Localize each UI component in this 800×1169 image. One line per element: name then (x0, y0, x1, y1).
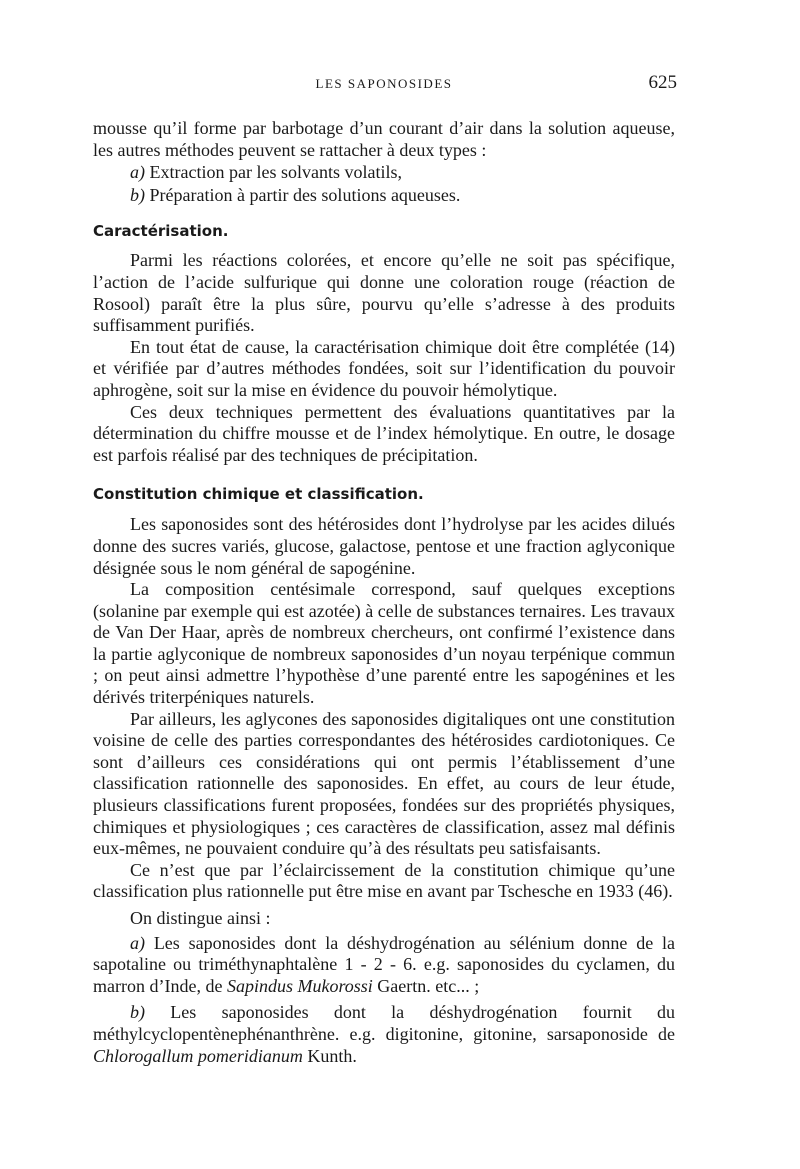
section-heading: Caractérisation. (93, 222, 229, 241)
page-number: 625 (648, 72, 677, 93)
intro-section (93, 118, 675, 206)
item-label: b) (130, 184, 145, 205)
paragraph: On distingue ainsi : (130, 908, 271, 928)
list-item (93, 1002, 675, 1067)
item-text: Les saponosides dont la déshydrogénation fournit du méthylcyclopentènephénanthrène. e.g. digitonine, gitonine, sarsaponoside de (93, 1002, 675, 1044)
paragraph: Par ailleurs, les aglycones des saponosides digitaliques ont une constitution voisine de celle des parties correspondantes des hétérosides cardiotoniques. Ce sont d’ailleurs ces considérations qui ont permis l’établissement d’une classification rationnelle des saponosides. En effet, au cours de leur étude, plusieurs classifications furent proposées, fondées sur des propriétés physiques, chimiques et physiologiques ; ces caractères de classification, assez mal définis eux-mêmes, ne pouvaient conduire qu’à des résultats peu satisfaisants. (93, 708, 675, 859)
item-text: Extraction par les solvants volatils, (149, 162, 402, 183)
running-head: LES SAPONOSIDES (315, 76, 453, 91)
item-label: a) (130, 162, 145, 183)
species-authority: Kunth. (307, 1045, 357, 1066)
intro-paragraph: mousse qu’il forme par barbotage d’un courant d’air dans la solution aqueuse, les autres méthodes peuvent se rattacher à deux types : (93, 118, 675, 160)
species-authority: Gaertn. etc... ; (377, 975, 480, 996)
paragraph: Ce n’est que par l’éclaircissement de la constitution chimique qu’une classification plus rationnelle put être mise en avant par Tschesche en 1933 (46). (93, 859, 675, 902)
paragraph: Parmi les réactions colorées, et encore qu’elle ne soit pas spécifique, l’action de l’acide sulfurique qui donne une coloration rouge (réaction de Rosool) paraît être la plus sûre, pourvu qu’elle s’adresse à des produits suffisamment purifiés. (93, 250, 675, 336)
constitution-section (93, 484, 675, 1067)
book-page (93, 72, 675, 1067)
item-text: Les saponosides dont la déshydrogénation au sélénium donne de la sapotaline ou triméthynaphtalène 1 - 2 - 6. e.g. saponosides du cyclamen, du marron d’Inde, de (93, 932, 675, 996)
item-text: Préparation à partir des solutions aqueuses. (149, 184, 461, 205)
paragraph: La composition centésimale correspond, sauf quelques exceptions (solanine par exemple qui est azotée) à celle de substances ternaires. Les travaux de Van Der Haar, après de nombreux chercheurs, ont confirmé l’existence dans la partie aglyconique de nombreux saponosides d’un noyau terpénique commun ; on peut ainsi admettre l’hypothèse d’une parenté entre les sapogénines et les dérivés triterpéniques naturels. (93, 579, 675, 708)
list-item (93, 933, 675, 998)
paragraph: En tout état de cause, la caractérisation chimique doit être complétée (14) et vérifiée par d’autres méthodes fondées, soit sur l’identification du pouvoir aphrogène, soit sur la mise en évidence du pouvoir hémolytique. (93, 336, 675, 400)
species-name: Sapindus Mukorossi (226, 975, 373, 996)
paragraph: Ces deux techniques permettent des évaluations quantitatives par la détermination du chiffre mousse et de l’index hémolytique. En outre, le dosage est parfois réalisé par des techniques de précipitation. (93, 401, 675, 465)
paragraph: Les saponosides sont des hétérosides dont l’hydrolyse par les acides dilués donne des sucres variés, glucose, galactose, pentose et une fraction aglyconique désignée sous le nom général de sapogénine. (93, 514, 675, 578)
list-item (93, 185, 675, 207)
list-item (93, 162, 675, 184)
item-label: a) (130, 932, 145, 953)
section-heading: Constitution chimique et classification. (93, 485, 424, 504)
page-header (93, 72, 675, 100)
characterisation-section (93, 221, 675, 466)
species-name: Chlorogallum pomeridianum (93, 1045, 303, 1066)
item-label: b) (130, 1002, 145, 1023)
